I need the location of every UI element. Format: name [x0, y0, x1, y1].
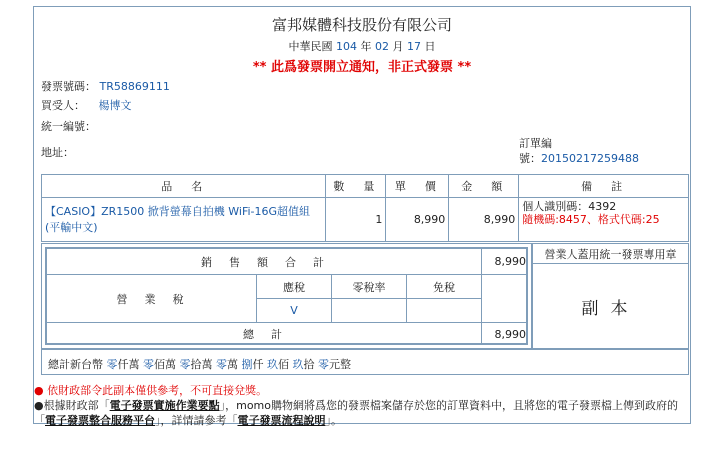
notice-banner: ** 此爲發票開立通知，非正式發票 **	[252, 60, 472, 75]
bullet-icon: ●	[34, 399, 44, 412]
invoice-number-row: 發票號碼： TR58869111	[41, 80, 170, 93]
stamp-box	[532, 243, 689, 349]
link-einvoice-rules[interactable]: 電子發票實施作業要點	[109, 399, 220, 412]
item-unit-price: 8,990	[386, 198, 449, 242]
business-tax-label: 營 業 稅	[47, 275, 257, 323]
col-header-qty: 數 量	[326, 175, 386, 198]
taxable-label: 應稅	[257, 275, 332, 299]
date-month: 02	[375, 40, 389, 53]
tax-id-row: 統一編號：	[41, 120, 96, 133]
tax-value	[482, 275, 528, 323]
amount-in-words: 總計新台幣 零仟萬 零佰萬 零拾萬 零萬 捌仟 玖佰 玖拾 零元整	[41, 349, 689, 375]
invoice-number: TR58869111	[99, 80, 170, 93]
link-einvoice-platform[interactable]: 電子發票整合服務平台	[45, 414, 155, 427]
date-day: 17	[407, 40, 421, 53]
col-header-name: 品 名	[42, 175, 326, 198]
order-number: 20150217259488	[541, 152, 639, 165]
link-einvoice-process[interactable]: 電子發票流程說明	[237, 414, 326, 427]
invoice-date: 中華民國 104 年 02 月 17 日	[288, 40, 436, 53]
invoice-frame	[33, 6, 691, 427]
random-code: 隨機碼:8457、格式代碼:25	[522, 213, 660, 226]
summary-box	[41, 243, 532, 349]
sales-total-value: 8,990	[482, 249, 528, 275]
personal-id-code: 個人識別碼：4392	[522, 200, 617, 213]
taxable-mark: V	[257, 299, 332, 323]
stamp-heading: 營業人蓋用統一發票專用章	[533, 244, 688, 264]
item-note	[519, 198, 689, 242]
copy-mark: 副本	[581, 298, 640, 319]
grand-total-label: 總 計	[47, 323, 482, 345]
buyer-name: 楊博文	[98, 99, 132, 112]
col-header-amount: 金 額	[449, 175, 519, 198]
footer-line-1: ● 依財政部令此副本僅供參考，不可直接兌獎。	[34, 384, 268, 397]
item-amount: 8,990	[449, 198, 519, 242]
col-header-note: 備 註	[519, 175, 689, 198]
table-row	[42, 198, 689, 242]
grand-total-value: 8,990	[494, 327, 526, 341]
zero-rate-mark	[332, 299, 407, 323]
footer-notes	[34, 383, 690, 428]
order-number-block: 訂單編 號：20150217259488	[519, 137, 639, 165]
zero-rate-label: 零稅率	[332, 275, 407, 299]
col-header-unit-price: 單 價	[386, 175, 449, 198]
item-name: 【CASIO】ZR1500 掀背螢幕自拍機 WiFi-16G超值組(平輸中文)	[42, 198, 326, 242]
items-header-row	[42, 175, 689, 198]
item-qty: 1	[326, 198, 386, 242]
items-table	[41, 174, 689, 242]
bullet-icon: ●	[34, 384, 44, 397]
exempt-label: 免稅	[407, 275, 482, 299]
exempt-mark	[407, 299, 482, 323]
address-row: 地址：	[41, 146, 74, 159]
date-year: 104	[336, 40, 357, 53]
sales-total-label: 銷 售 額 合 計	[47, 249, 482, 275]
buyer-row: 買受人： 楊博文	[41, 99, 132, 112]
footer-line-2: ●根據財政部「電子發票實施作業要點」，momo購物網將爲您的發票檔案儲存於您的訂單資料中，且將您的電子發票檔上傳到政府的「電子發票整合服務平台」，詳情請參考「電子發票流程說明」。	[34, 399, 678, 427]
company-name: 富邦媒體科技股份有限公司	[271, 16, 452, 34]
